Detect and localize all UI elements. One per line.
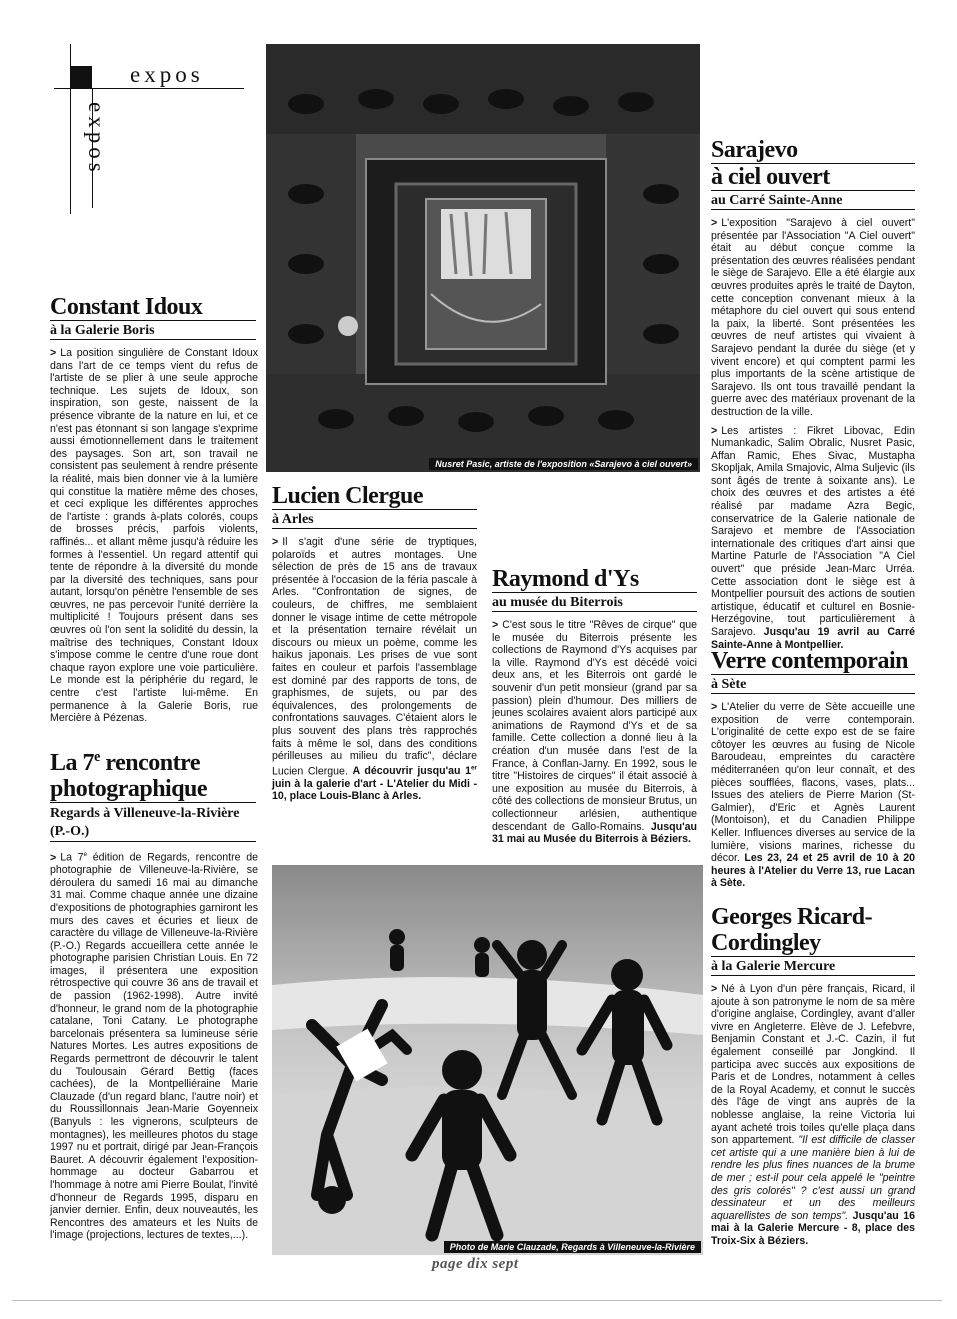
verre-info: Les 23, 24 et 25 avril de 10 à 20 heures à l'Atelier du Verre 13, rue Lacan à Sète. [711,852,915,890]
arrow-icon: > [711,983,718,995]
constant-text: La position singulière de Constant Idoux dans l'art de ce temps vient du refus de l'artiste de se plier à une seule approche technique. Les sujets de Idoux, son inspiration, son geste, naissent de la présence vibrante de la nature en lui, et ce n'est pas étonnant si son langage s'exprime aussi émotionnellement dans le traitement des paysages. Son art, son travail ne consistent pas seulement à rendre présente la réalité, mais bien donner vie à la lumière qui constitue la matière même des choses, et ceci explique les différentes approches de l'artiste : grands à-plats colorés, coups de brosses précis, parfois violents, raffinés... et allant même jusqu'à réduire les formes à l'essentiel. Un regard attentif qui tente de répondre à la diversité du monde par la diversité des techniques, sans pour autant, lorsqu'on pénètre l'ensemble de ses œuvres, ne pas percevoir l'unité derrière la multiplicité ! Toujours présent dans ses œuvres où l'on sent la solidité du dessin, la maîtrise des techniques, Constant Idoux s'impose comme le centre d'une roue dont chaque rayon explore une voie particulière. Le monde est la périphérie du regard, le centre c'est l'artiste lui-même. En permanence à la Galerie Boris, rue Mercière à Pézenas. [50,347,258,725]
lucien-text: Il s'agit d'une série de tryptiques, polaroïds et autres montages. Une sélection de près de 15 ans de travaux présentée à l'occasion de la féria pascale à Arles. "Confrontation de signes, de couleurs, de chiffres, me semblaient donner le visage intime de cette métropole et la présentation ternaire révélait un discours ou mieux un poème, comme les haikus japonais. Les prises de vue sont faites en couleur et parfois l'assemblage est dominé par des rapports de tons, de graphismes, de sujets, ou par des équivalences, des prolongements de confrontations sauvages. C'étaient alors le plus souvent des plans très rapprochés faits à même le sol, dans des conditions périlleuses au milieu du trafic", déclare Lucien Clergue. [272,536,477,778]
verre-body [711,701,915,890]
article-georges [711,904,915,1253]
raymond-text: C'est sous le titre "Rêves de cirque" que le musée du Biterrois présente les collections de Raymond d'Ys acquises par la ville. Raymond d'Ys est décédé voici deux ans, et les Biterrois ont gardé le souvenir d'un petit monsieur (grand par sa passion) plein d'humour. Des milliers de jeunes scolaires avaient alors participé aux animations de Raymond d'Ys et de sa famille. Cette collection a donné lieu à la création d'un musée dans l'est de la France, à Conflan-Jarny. En 1992, sous le titre "Histoires de cirques" il était associé à une exposition au musée du Biterrois, à côté des collections de monsieur Brutus, un collectionneur arlésien, authentique descendant de Gallo-Romains. [492,619,697,833]
lucien-subtitle: à Arles [272,512,314,527]
rencontre-text-sup: e [83,851,88,858]
section-header [54,44,254,214]
georges-title-rule [711,956,915,957]
raymond-title-rule [492,592,697,593]
rencontre-subtitle: Regards à Villeneuve-la-Rivière (P.-O.) [50,806,240,839]
sarajevo-title-a: Sarajevo [711,137,798,163]
rencontre-body [50,849,258,1242]
arrow-icon: > [50,347,57,359]
georges-quote: "Il est difficile de classer cet artiste qui a une manière bien à lui de rendre les plus fines nuances de la brume de mer ; est-il pour cela appelé le "peintre des gris colorés" ? c'est aussi un grand dessinateur et un des meilleurs aquarellistes de son temps". [711,1134,915,1222]
arrow-icon: > [711,217,718,229]
arrow-icon: > [272,536,279,548]
beach-photo [272,865,703,1255]
verre-title: Verre contemporain [711,648,908,674]
rencontre-title-b: rencontre [99,750,200,776]
constant-title-rule [50,320,256,321]
header-label-vertical: expos [84,102,109,176]
lucien-title: Lucien Clergue [272,483,423,509]
constant-title: Constant Idoux [50,294,203,320]
caption-top: Nusret Pasic, artiste de l'exposition «Sarajevo à ciel ouvert» [429,458,698,470]
georges-text: Né à Lyon d'un père français, Ricard, il ajoute à son patronyme le nom de sa mère d'origine anglaise, Cordingley, avant d'aller vivre en Angleterre. Elève de J. Lefebvre, Benjamin Constant et J.-C. Cazin, il fut également conseillé par Jongkind. Il participa avec succès aux expositions de Paris et de Londres, notamment à celles de la Royal Academy, et connut le succès dès l'âge de vingt ans auprès de la noblesse anglaise, la reine Victoria lui ayant acheté trois toiles qu'elle plaça dans son appartement. [711,983,915,1147]
sarajevo-title-b: à ciel ouvert [711,164,830,190]
sarajevo-info: Jusqu'au 19 avril au Carré Sainte-Anne à Montpellier. [711,626,915,651]
verre-title-rule [711,674,915,675]
constant-subtitle-rule [50,339,256,340]
rencontre-title-line2: photographique [50,776,208,802]
rencontre-subtitle-rule [50,841,256,842]
sarajevo-text-1: L'exposition "Sarajevo à ciel ouvert" présentée par l'Association "A Ciel ouvert" était au début conçue comme la présentation des œuvres réalisées pendant le siège de Sarajevo. Elle a été élargie aux œuvres produites après le traité de Dayton, cette conception convenant mieux à la métaphore du ciel ouvert qui sous entend la paix, la liberté. Sont présentées les œuvres de neuf artistes qui vivaient à Sarajevo pendant la durée du siège (et y vivent encore) et qui comptent parmi les plus importants de la scène artistique de Sarajevo. Ils ont tous travaillé pendant la guerre avec des matériaux provenant de la destruction de la ville. [711,217,915,418]
header-label-horizontal: expos [130,62,204,87]
verre-subtitle-rule [711,693,915,694]
georges-body [711,983,915,1247]
raymond-info: Jusqu'au 31 mai au Musée du Biterrois à Béziers. [492,820,697,846]
rencontre-text-b: édition de Regards, rencontre de photographie de Villeneuve-la-Rivière, se déroulera du samedi 16 mai au dimanche 31 mai. Comme chaque année une dizaine d'expositions de photographies garniront les murs des caves et écuries et lieux de caractère du village de Villeneuve-la-Rivière (P.-O.) Regards accueillera cette année le photographe parisien Christian Louis. En 72 images, il présentera une exposition rétrospective qui couvre 36 ans de travail et de passion (1962-1998). Autre invité d'honneur, le grand nom de la photographie catalane, Toni Catany. Le photographe barcelonais présentera sa lumineuse série Natures Mortes. Les autres expositions de Regards permettront de découvrir le talent du Toulousain Gérard Bettig (faces cachées), de la Montpelliéraine Marie Clauzade (d'un regard blanc, l'autre noir) et du Roussillonnais Jean-Marie Goyenneix (Banyuls : les vignerons, sculpteurs de montagnes), les meilleures photos du stage 1997 nu et portrait, dirigé par Jean-François Bauret. A découvrir également l'exposition-hommage au docteur Gabarrou et l'hommage à notre ami Pierre Boulat, l'invité d'honneur de Regards 1995, disparu en janvier dernier. Enfin, deux nouveautés, les Rencontres des amateurs et les Nuits de l'image (projections, lectures de textes,...). [50,851,258,1242]
article-sarajevo [711,137,915,657]
sarajevo-subtitle: au Carré Sainte-Anne [711,193,843,208]
article-raymond [492,566,697,852]
article-lucien [272,483,477,809]
lucien-body [272,536,477,803]
rencontre-text-a: La 7 [60,851,84,864]
raymond-subtitle: au musée du Biterrois [492,595,623,610]
rencontre-title-rule [50,802,256,803]
page-footer: page dix sept [432,1256,519,1272]
sarajevo-body [711,217,915,651]
raymond-title: Raymond d'Ys [492,566,639,592]
verre-text: L'Atelier du verre de Sète accueille une exposition de verre contemporain. L'originalité de cette expo est de se faire côtoyer les œuvres au fusing de Nicole Baroudeau, empreintes du caractère méditerranéen qu'on leur connaît, et des pièces soufflées, flacons, vases, plats... Issues des ateliers de Pierre Marion (St-Galmier), d'Eric et Agnès Laurent (Montoison), et du Canadien Philippe Keller. Influences diverses au service de la lumière, visions marines, richesse du décor. [711,701,915,865]
sarajevo-text-2: Les artistes : Fikret Libovac, Edin Numankadic, Salim Obralic, Nusret Pasic, Affan Ramic, Ehes Sivac, Mustapha Skopljak, Amila Smajovic, Alma Suljevic (ils sont âgés de trente à soixante ans). Le choix des œuvres et des artistes a été réalisé par madame Azra Begic, conservatrice de la Galerie nationale de Sarajevo et membre de l'Association internationale des critiques d'art ainsi que Martine Paturle de l'Association "A Ciel ouvert" que préside Jean-Marc Urréa. Cette association dont le siège est à Montpellier poursuit des actions de soutien artistique, éducatif et culturel en Bosnie-Herzégovine, tout particulièrement à Sarajevo. [711,424,915,638]
georges-info: Jusqu'au 16 mai à la Galerie Mercure - 8, place des Troix-Six à Béziers. [711,1209,915,1247]
rencontre-title [50,744,258,776]
lucien-title-rule [272,509,477,510]
constant-body [50,347,258,725]
beach-illustration [272,865,703,1255]
arrow-icon: > [492,619,499,631]
sarajevo-subtitle-rule [711,209,915,210]
constant-subtitle: à la Galerie Boris [50,323,155,338]
verre-subtitle: à Sète [711,677,747,692]
arrow-icon: > [711,701,718,713]
rencontre-title-a: La 7 [50,750,95,776]
lucien-info-sup: er [470,764,477,772]
caption-bottom: Photo de Marie Clauzade, Regards à Villeneuve-la-Rivière [444,1241,701,1253]
lucien-subtitle-rule [272,528,477,529]
georges-title-a: Georges Ricard- [711,904,873,930]
painting-photo [266,44,700,472]
arrow-icon: > [50,851,57,864]
painting-illustration [266,44,700,472]
article-constant [50,294,258,731]
header-vline [70,44,71,214]
article-rencontre [50,744,258,1248]
lucien-info-a: A découvrir jusqu'au 1 [352,765,471,778]
sarajevo-rule-2 [711,190,915,191]
rencontre-title-sup: e [94,749,100,765]
georges-subtitle-rule [711,975,915,976]
raymond-subtitle-rule [492,611,697,612]
lucien-info-b: juin à la galerie d'art - L'Atelier du Midi - 10, place Louis-Blanc à Arles. [272,777,477,803]
header-square [70,66,92,88]
article-verre [711,648,915,896]
footer-rule [12,1300,942,1301]
georges-title-b: Cordingley [711,930,821,956]
georges-subtitle: à la Galerie Mercure [711,959,836,974]
raymond-body [492,619,697,846]
arrow-icon: > [711,424,718,437]
header-hline [54,88,244,89]
